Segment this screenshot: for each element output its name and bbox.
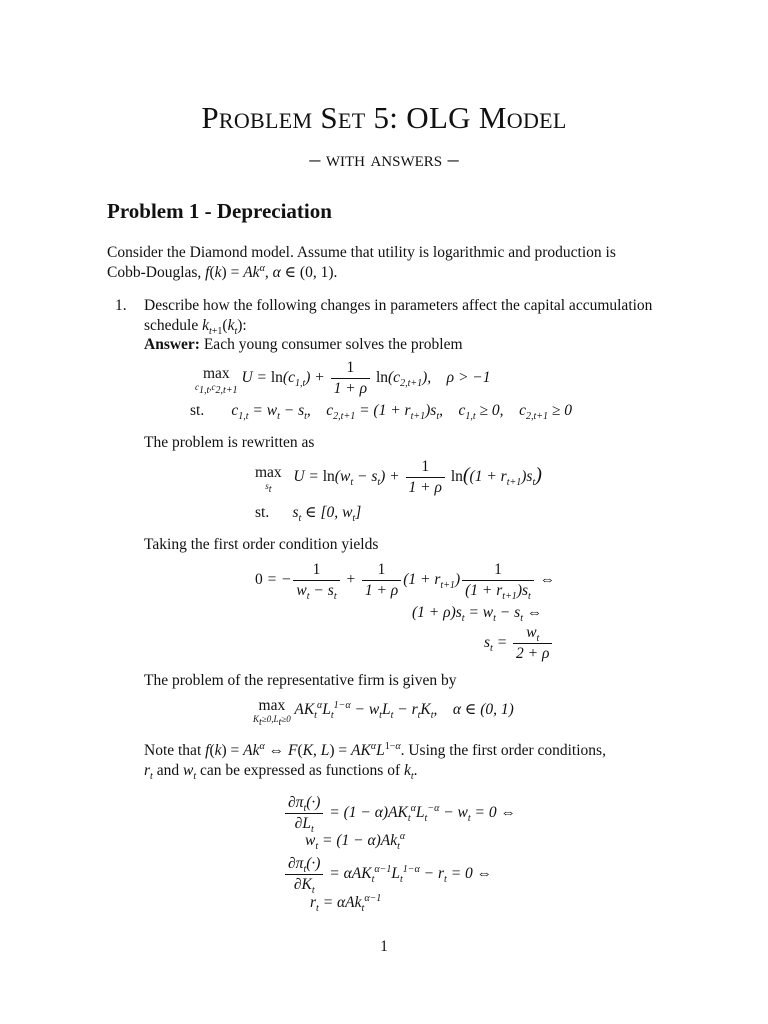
note-line-1: Note that $f(k) = Ak^\alpha$ ⇔ F(K, $L) = AK^\alpha L^{1-\alpha}$. Using the first order conditions, <box>144 740 606 759</box>
item-number: 1. <box>115 297 127 314</box>
note-line-2-text: can be expressed as functions of <box>199 762 401 779</box>
consumer-constraint: st. $c_{1,t} = w_t - s_t$, $c_{2,t+1} = (1 + r_{t+1})s_t$, $c_{1,t} \ge 0$, $c_{2,t+1} \ge 0$ <box>190 402 572 423</box>
rewritten-text: The problem is rewritten as <box>144 434 315 451</box>
max-operator: max <box>255 464 282 481</box>
section-heading: Problem 1 - Depreciation <box>107 199 332 223</box>
answer-label: Answer: <box>144 336 200 353</box>
rewritten-objective: max $s_t$ $U = \ln(w_t - s_t)$ + $\frac{1}{1 + \rho}$ $\ln((1 + r_{t+1})s_t)$ <box>255 458 542 496</box>
foc-firm-capital: $\frac{\partial\pi_t(\cdot)}{\partial K_t}$ = $\alpha AK_t^{\alpha-1}L_t^{1-\alpha} - r_t = 0$ ⇔ <box>283 855 492 894</box>
firm-problem: max $K_t\ge 0,L_t\ge 0$ $AK_t^\alpha L_t^{1-\alpha} - w_tL_t - r_tK_t$, α ∈ (0, 1) <box>253 697 514 728</box>
intro-line-2-prefix: Cobb-Douglas, <box>107 264 202 281</box>
and-word: and <box>156 762 180 779</box>
note-suffix: . Using the first order conditions, <box>400 742 606 759</box>
answer-text: Each young consumer solves the problem <box>203 336 463 353</box>
wage-equation: $w_t = (1 - \alpha)Ak_t^\alpha$ <box>305 830 406 853</box>
foc-equation-1: 0 = − $\frac{1}{w_t - s_t}$ + $\frac{1}{1 + \rho}$ $(1 + r_{t+1})$ $\frac{1}{(1 + r_{t+1})s_t}$ ⇔ <box>255 561 556 603</box>
consumer-objective: max $c_{1,t},c_{2,t+1}$ $U = \ln(c_{1,t})$ + $\frac{1}{1 + \rho}$ $\ln(c_{2,t+1})$, ρ > −1 <box>195 359 491 397</box>
rewritten-constraint: st. $s_t$ ∈ [0, $w_t$] <box>255 504 362 525</box>
note-prefix: Note that <box>144 742 202 759</box>
item-line-2: schedule $k_{t+1}(k_t)$: <box>144 317 247 338</box>
max-operator: max <box>258 697 286 714</box>
interest-equation: $r_t = \alpha Ak_t^{\alpha-1}$ <box>310 892 382 915</box>
intro-line-2: Cobb-Douglas, $f(k) = Ak^\alpha$, α ∈ (0, 1). <box>107 262 338 281</box>
st-label: st. <box>190 402 205 419</box>
item-line-1: Describe how the following changes in parameters affect the capital accumulation <box>144 297 653 314</box>
page-number: 1 <box>380 938 388 955</box>
st-label: st. <box>255 504 270 521</box>
foc-equation-3: $s_t$ = $\frac{w_t}{2 + \rho}$ <box>484 624 554 663</box>
page-title: Problem Set 5: OLG Model <box>201 100 567 135</box>
intro-line-1: Consider the Diamond model. Assume that utility is logarithmic and production is <box>107 244 616 261</box>
foc-firm-labor: $\frac{\partial\pi_t(\cdot)}{\partial L_t}$ = $(1 - \alpha)AK_t^\alpha L_t^{-\alpha} - w_t = 0$ ⇔ <box>283 794 516 833</box>
foc-text: Taking the first order condition yields <box>144 536 379 553</box>
answer-line <box>144 335 463 355</box>
firm-text: The problem of the representative firm is given by <box>144 672 457 689</box>
note-line-2: $r_t$ and $w_t$ can be expressed as functions of $k_t$. <box>144 762 418 783</box>
item-line-2-prefix: schedule <box>144 317 199 334</box>
foc-equation-2: $(1 + \rho)s_t = w_t - s_t$ ⇔ <box>412 604 543 625</box>
page-subtitle: – with answers – <box>309 146 459 171</box>
max-operator: max <box>202 365 230 382</box>
